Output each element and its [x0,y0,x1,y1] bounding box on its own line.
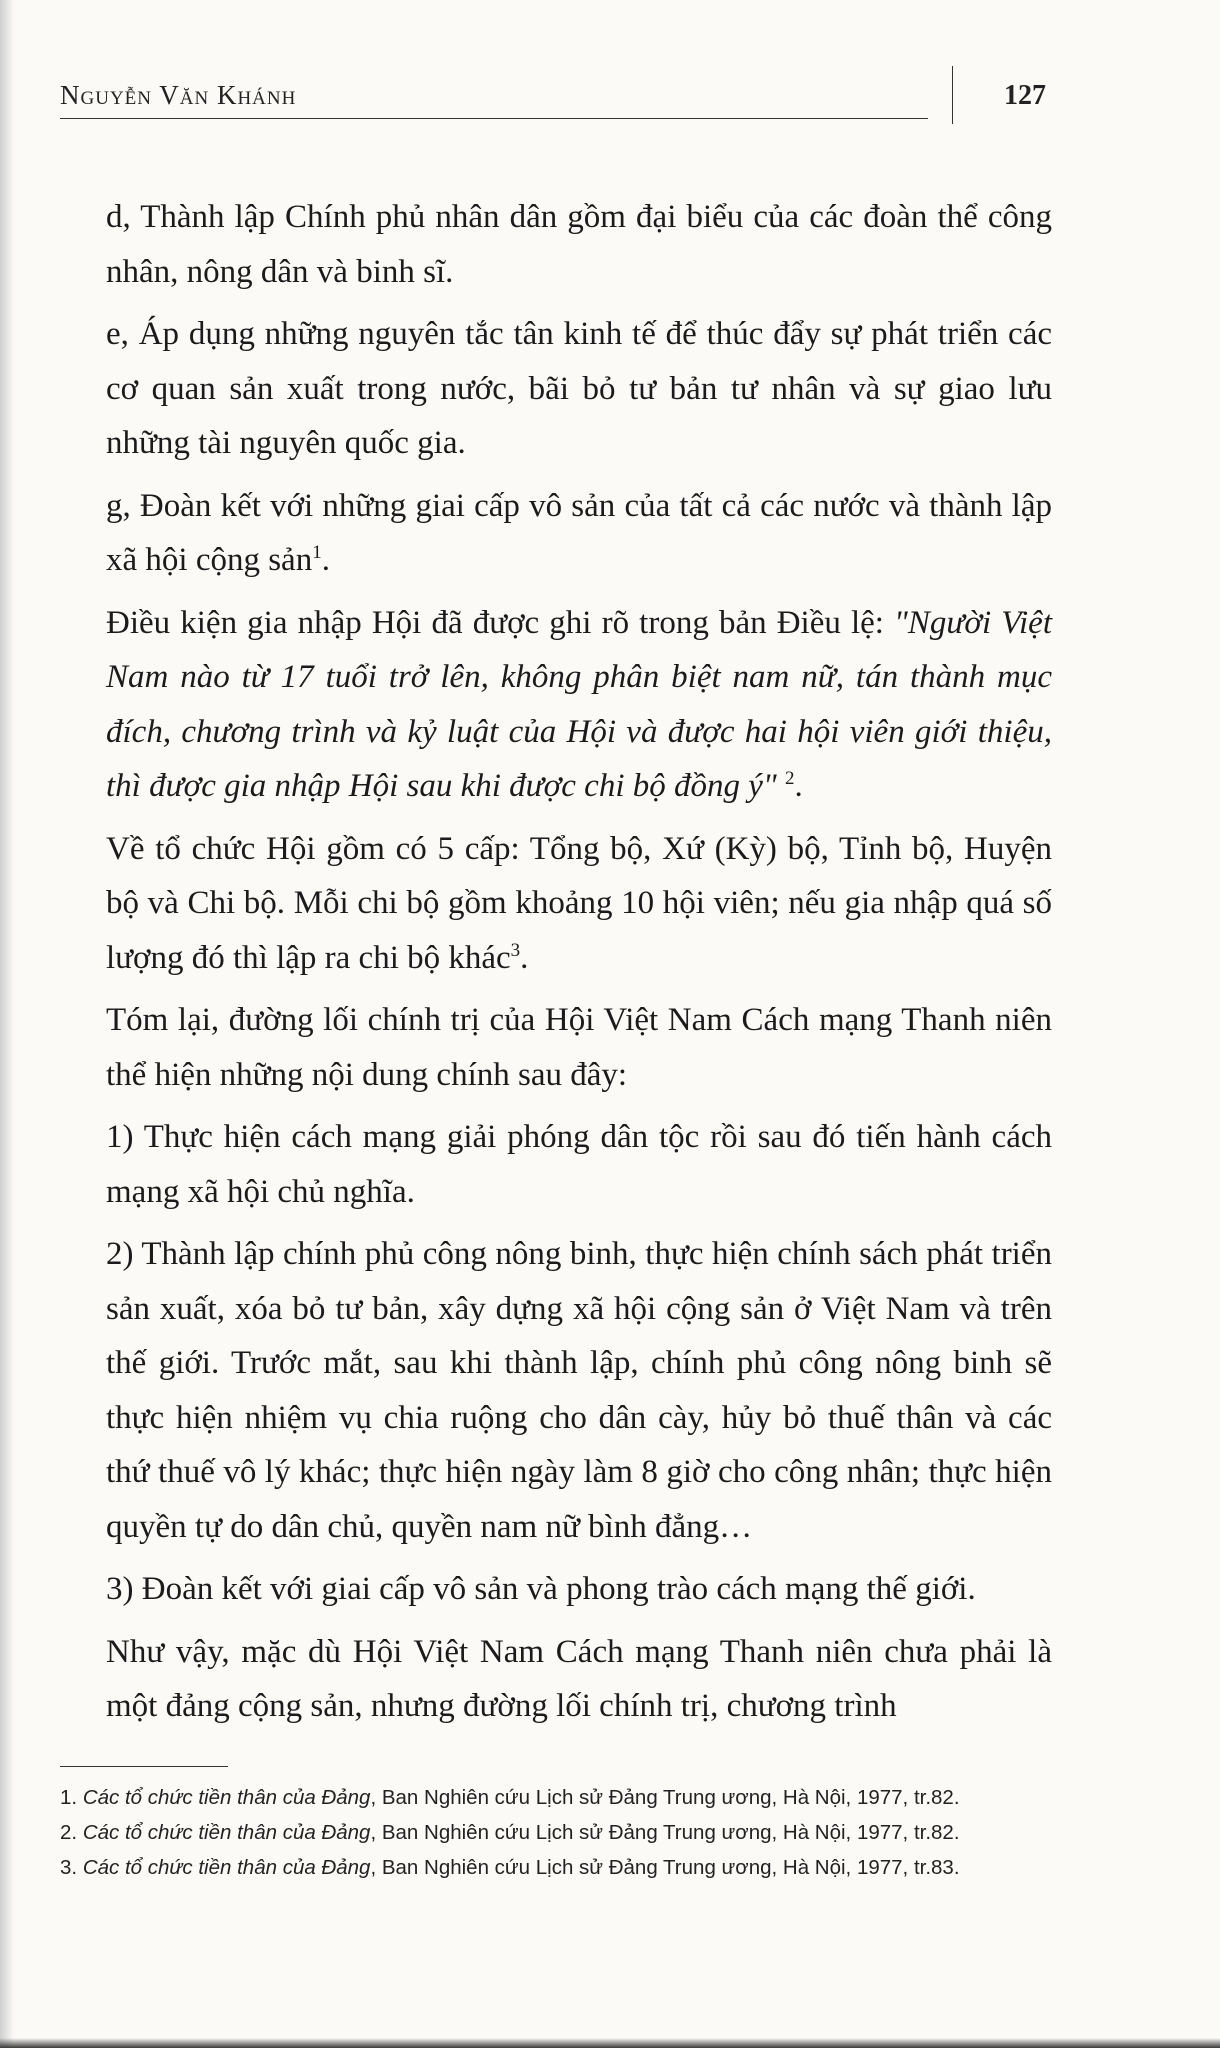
membership-end: . [794,768,803,804]
paragraph-d: d, Thành lập Chính phủ nhân dân gồm đại biểu của các đoàn thể công nhân, nông dân và binh sĩ. [106,199,1052,290]
paragraph-summary: Tóm lại, đường lối chính trị của Hội Việt Nam Cách mạng Thanh niên thể hiện những nội dung chính sau đây: [106,1002,1052,1093]
footnote-ref-2: 2 [785,768,795,789]
footnote-number: 1. [60,1786,78,1809]
footnote-title: Các tổ chức tiền thân của Đảng [82,1821,371,1844]
footnote-ref-1: 1 [312,542,322,563]
organization-end: . [520,939,529,976]
body-text [106,190,1052,1742]
paragraph-conclusion: Như vậy, mặc dù Hội Việt Nam Cách mạng Thanh niên chưa phải là một đảng cộng sản, nhưng đường lối chính trị, chương trình [106,1633,1052,1724]
paragraph-g-end: . [321,542,330,578]
footnote-source: , Ban Nghiên cứu Lịch sử Đảng Trung ương, Hà Nội, 1977, tr.82. [370,1821,960,1844]
paragraph-point-2: 2) Thành lập chính phủ công nông binh, thực hiện chính sách phát triển sản xuất, xóa bỏ tư bản, xây dựng xã hội cộng sản ở Việt Nam và trên thế giới. Trước mắt, sau khi thành lập, chính phủ công nông binh sẽ thực hiện nhiệm vụ chia ruộng cho dân cày, hủy bỏ thuế thân và các thứ thuế vô lý khác; thực hiện ngày làm 8 giờ cho công nhân; thực hiện quyền tự do dân chủ, quyền nam nữ bình đẳng… [106,1236,1052,1545]
running-header-author: Nguyễn Văn Khánh [60,80,297,110]
footnote-2 [60,1815,1060,1850]
membership-lead: Điều kiện gia nhập Hội đã được ghi rõ trong bản Điều lệ: [106,604,895,641]
header-divider [952,66,953,124]
footnotes [60,1780,1060,1885]
page-number: 127 [1004,80,1046,111]
paragraph-organization [106,822,1052,986]
page-left-shadow [0,0,14,2048]
footnote-3 [60,1850,1060,1885]
paragraph-g-text: g, Đoàn kết với những giai cấp vô sản của tất cả các nước và thành lập xã hội cộng sản [106,487,1052,578]
paragraph-point-3: 3) Đoàn kết với giai cấp vô sản và phong trào cách mạng thế giới. [106,1571,976,1607]
footnote-rule [60,1766,228,1767]
footnote-ref-3: 3 [510,939,521,961]
footnote-source: , Ban Nghiên cứu Lịch sử Đảng Trung ương, Hà Nội, 1977, tr.83. [370,1856,960,1879]
footnote-title: Các tổ chức tiền thân của Đảng [82,1786,371,1809]
organization-text: Về tổ chức Hội gồm có 5 cấp: Tổng bộ, Xứ (Kỳ) bộ, Tỉnh bộ, Huyện bộ và Chi bộ. Mỗi chi bộ gồm khoảng 10 hội viên; nếu gia nhập quá số lượng đó thì lập ra chi bộ khác [106,830,1052,976]
footnote-number: 2. [60,1821,78,1844]
footnote-number: 3. [60,1856,78,1879]
paragraph-point-1: 1) Thực hiện cách mạng giải phóng dân tộc rồi sau đó tiến hành cách mạng xã hội chủ nghĩa. [106,1119,1052,1210]
paragraph-e: e, Áp dụng những nguyên tắc tân kinh tế để thúc đẩy sự phát triển các cơ quan sản xuất trong nước, bãi bỏ tư bản tư nhân và sự giao lưu những tài nguyên quốc gia. [106,316,1052,461]
paragraph-g [106,479,1052,588]
header-rule [60,118,928,119]
running-header [0,0,1220,140]
footnote-source: , Ban Nghiên cứu Lịch sử Đảng Trung ương, Hà Nội, 1977, tr.82. [370,1786,960,1809]
footnote-1 [60,1780,1060,1815]
footnote-title: Các tổ chức tiền thân của Đảng [82,1856,371,1879]
page-bottom-shadow [0,2038,1220,2048]
paragraph-membership [106,596,1052,814]
membership-quote: "Người Việt Nam nào từ 17 tuổi trở lên, không phân biệt nam nữ, tán thành mục đích, chương trình và kỷ luật của Hội và được hai hội viên giới thiệu, thì được gia nhập Hội sau khi được chi bộ đồng ý" [106,604,1052,804]
